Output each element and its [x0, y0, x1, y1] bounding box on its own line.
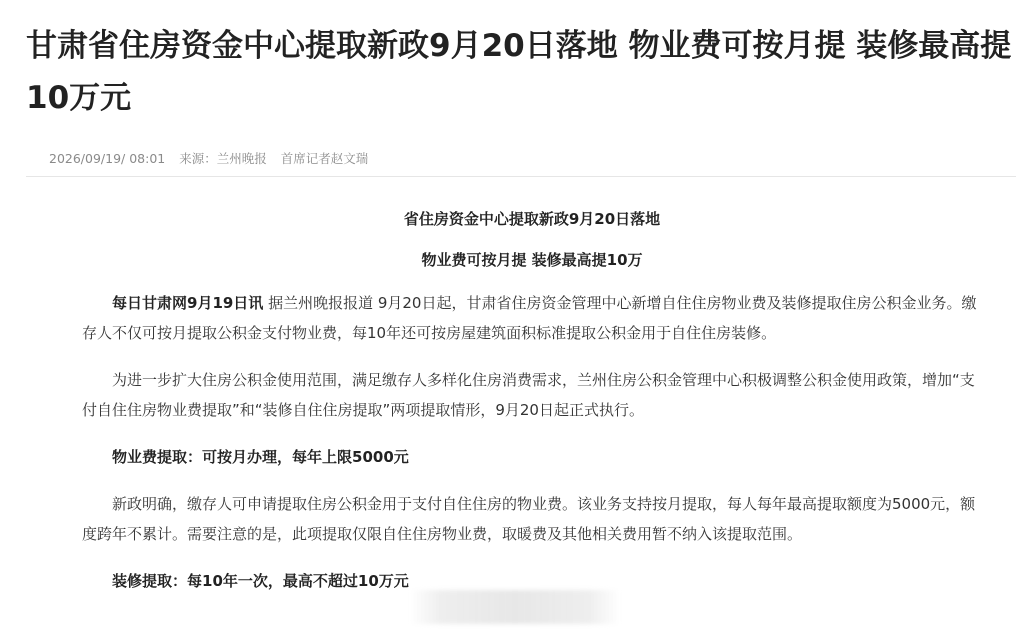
section-heading-property-fee: 物业费提取：可按月办理，每年上限5000元 [112, 448, 409, 466]
article-headline: 甘肃省住房资金中心提取新政9月20日落地 物业费可按月提 装修最高提10万元 [26, 28, 1012, 116]
section-heading-renovation: 装修提取：每10年一次，最高不超过10万元 [112, 572, 409, 590]
article-subtitle-1: 省住房资金中心提取新政9月20日落地 [403, 210, 661, 228]
author-name: 首席记者赵文瑞 [280, 151, 369, 166]
blur-watermark [410, 590, 620, 624]
publish-date: 2026/09/19/ 08:01 [49, 151, 166, 166]
paragraph-3: 新政明确，缴存人可申请提取住房公积金用于支付自住住房的物业费。该业务支持按月提取，每人每年最高提取额度为5000元，额度跨年不累计。需要注意的是，此项提取仅限自住住房物业费，取暖费及其他相关费用暂不纳入该提取范围。 [82, 495, 976, 543]
article-meta [49, 149, 378, 167]
paragraph-1-text: 据兰州晚报报道 9月20日起，甘肃省住房资金管理中心新增自住住房物业费及装修提取住房公积金业务。缴存人不仅可按月提取公积金支付物业费，每10年还可按房屋建筑面积标准提取公积金用于自住住房装修。 [82, 294, 977, 342]
article-subtitle-2: 物业费可按月提 装修最高提10万 [421, 251, 643, 269]
meta-divider [26, 176, 1016, 177]
paragraph-2: 为进一步扩大住房公积金使用范围，满足缴存人多样化住房消费需求，兰州住房公积金管理中心积极调整公积金使用政策，增加“支付自住住房物业费提取”和“装修自住住房提取”两项提取情形，9月20日起正式执行。 [82, 371, 975, 419]
article-body [82, 204, 982, 613]
dateline: 每日甘肃网9月19日讯 [112, 294, 264, 312]
source-link[interactable]: 来源：兰州晚报 [179, 151, 267, 166]
paragraph-1 [82, 288, 982, 348]
